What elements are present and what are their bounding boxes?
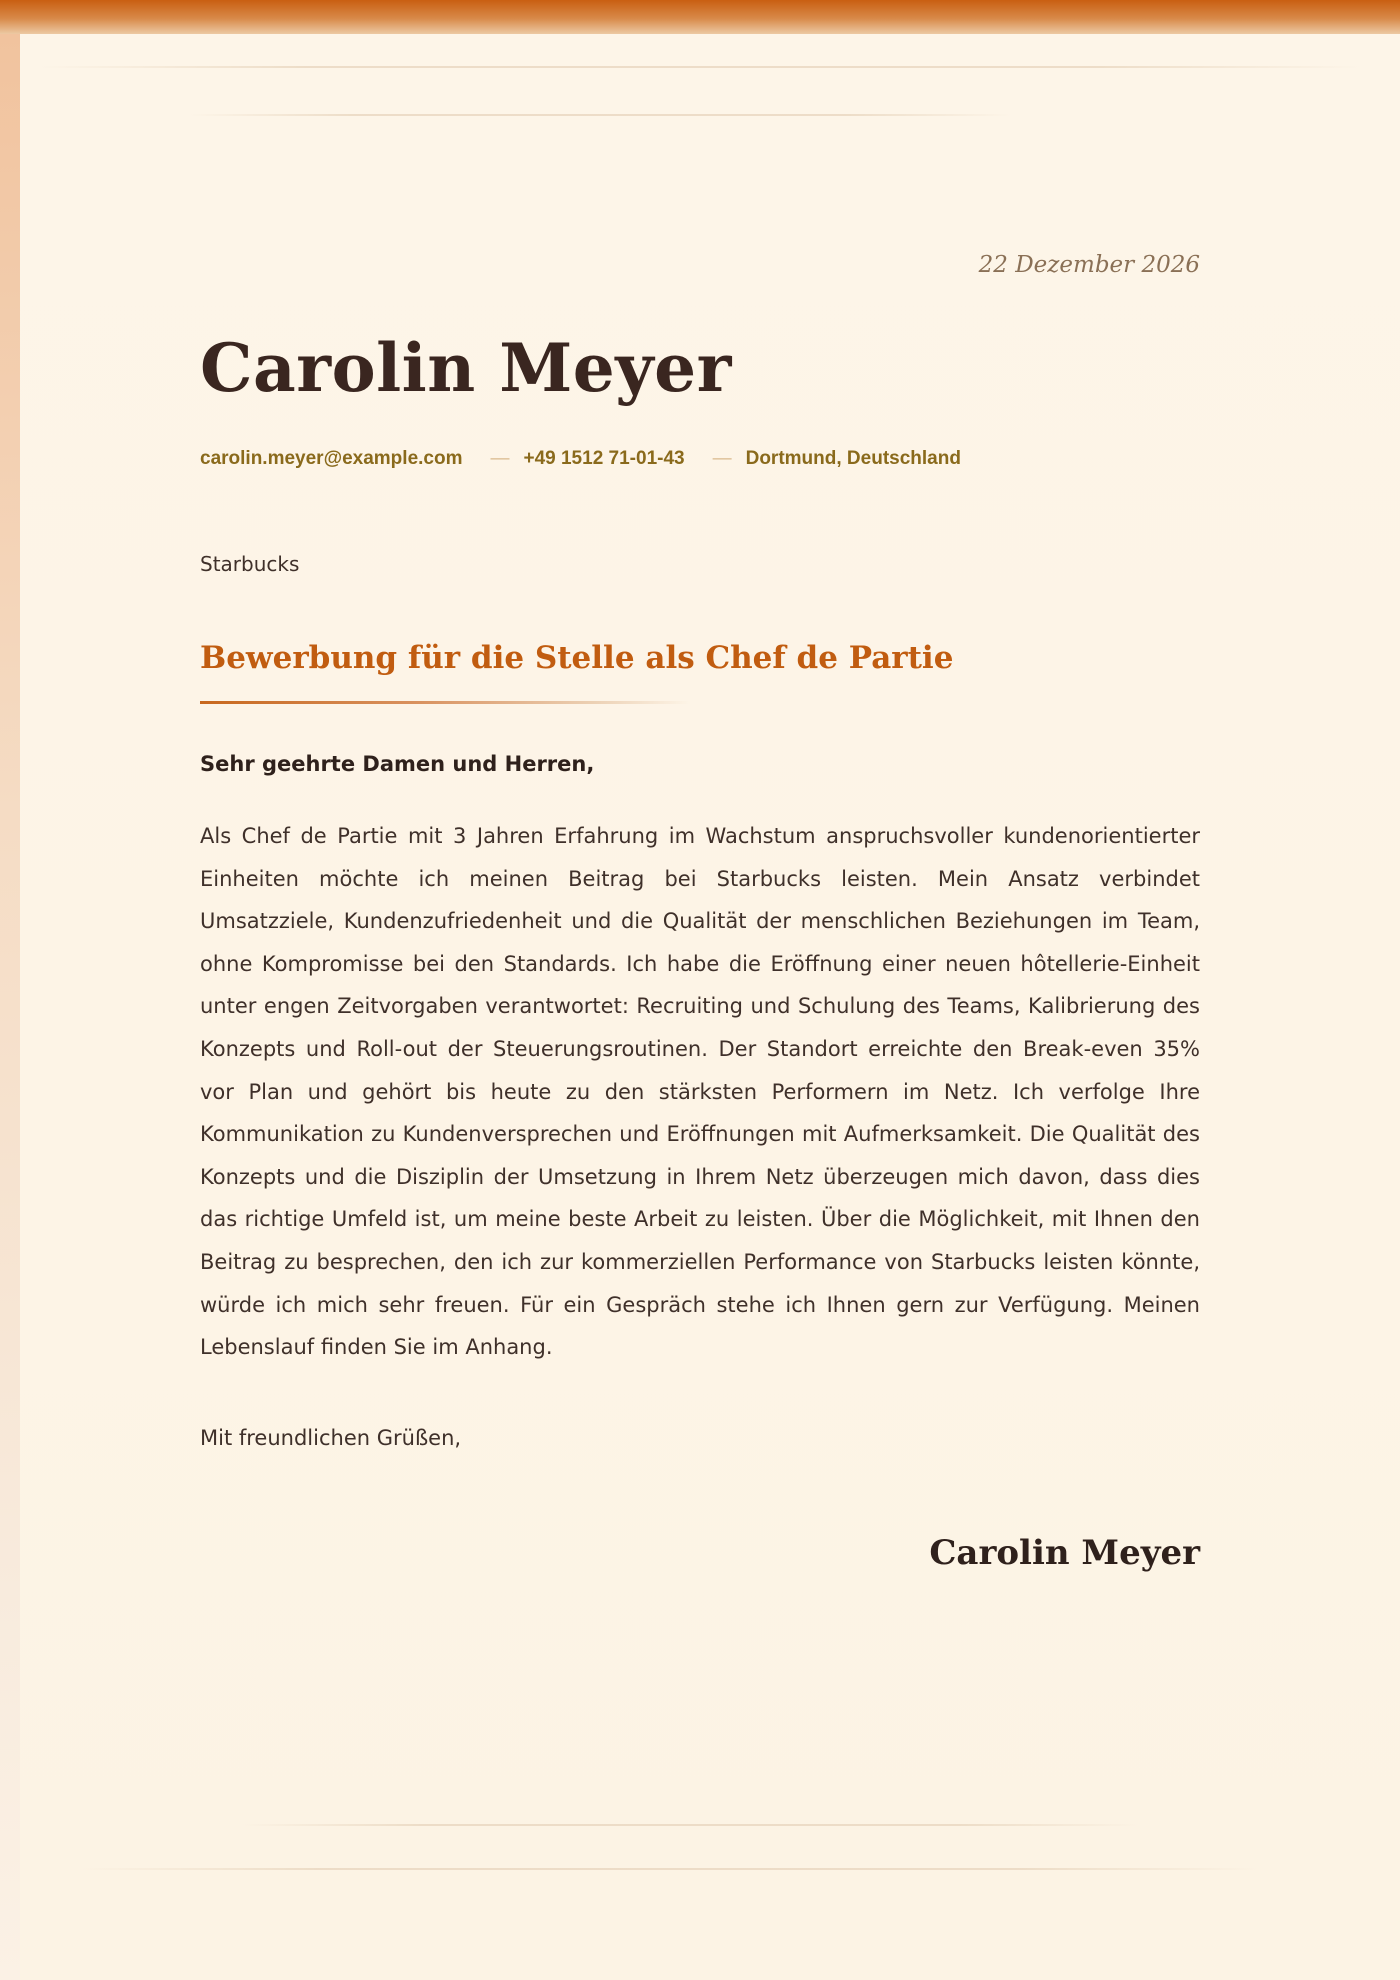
contact-email: carolin.meyer@example.com [200,448,463,469]
contact-phone: +49 1512 71-01-43 [523,448,685,469]
decorative-rule [40,66,1360,68]
letter-body: Als Chef de Partie mit 3 Jahren Erfahrung im Wachstum anspruchsvoller kundenorientierter Einheiten möchte ich meinen Beitrag bei Starbucks leisten. Mein Ansatz verbindet Umsatzziele, Kundenzufriedenheit und die Qualität der menschlichen Beziehungen im Team, ohne Kompromisse bei den Standards. Ich habe die Eröffnung einer neuen hôtellerie-Einheit unter engen Zeitvorgaben verantwortet: Recruiting und Schulung des Teams, Kalibrierung des Konzepts und Roll-out der Steuerungsroutinen. Der Standort erreichte den Break-even 35% vor Plan und gehört bis heute zu den stärksten Performern im Netz. Ich verfolge Ihre Kommunikation zu Kundenversprechen und Eröffnungen mit Aufmerksamkeit. Die Qualität des Konzepts und die Disziplin der Umsetzung in Ihrem Netz überzeugen mich davon, dass dies das richtige Umfeld ist, um meine beste Arbeit zu leisten. Über die Möglichkeit, mit Ihnen den Beitrag zu besprechen, den ich zur kommerziellen Performance von Starbucks leisten könnte, würde ich mich sehr freuen. Für ein Gespräch stehe ich Ihnen gern zur Verfügung. Meinen Lebenslauf finden Sie im Anhang. [200,824,1200,1360]
contact-separator: — [490,448,510,469]
subject-underline [200,701,690,704]
letter-salutation: Sehr geehrte Damen und Herren, [200,752,595,776]
sender-name: Carolin Meyer [200,329,732,407]
letter-signature: Carolin Meyer [929,1533,1200,1573]
letter-date: 22 Dezember 2026 [978,252,1200,278]
contact-location: Dortmund, Deutschland [745,448,961,469]
decorative-rule [80,1868,1260,1870]
contact-separator: — [712,448,732,469]
recipient-company: Starbucks [200,552,300,576]
top-accent-bar [0,0,1400,34]
decorative-rule [190,114,1010,116]
left-accent-stripe [0,34,20,1980]
letter-subject: Bewerbung für die Stelle als Chef de Partie [200,640,954,676]
letter-closing: Mit freundlichen Grüßen, [200,1426,462,1450]
contact-line [200,448,961,470]
decorative-rule [240,1824,1140,1826]
